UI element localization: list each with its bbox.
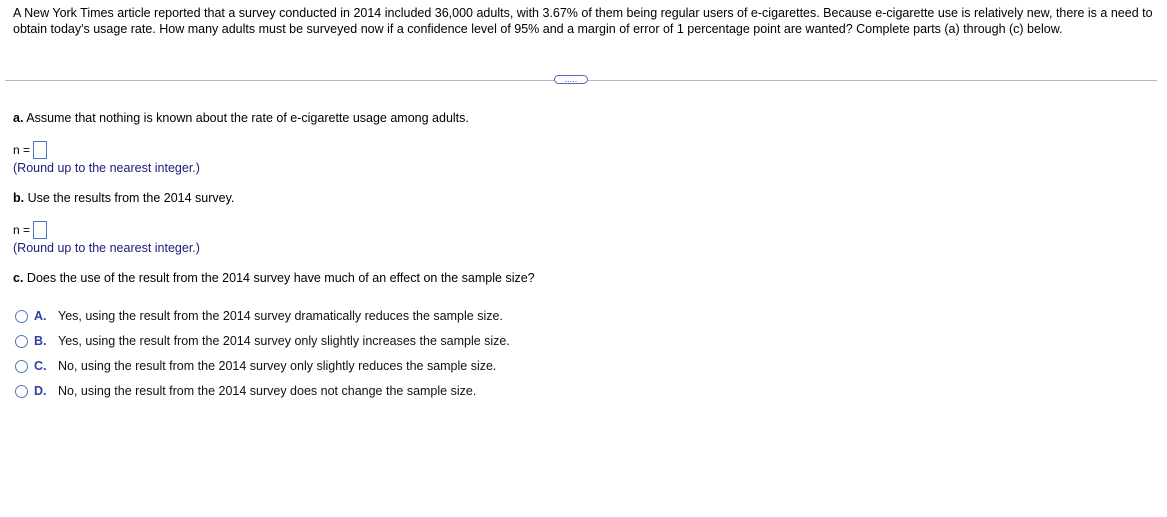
option-a-text: Yes, using the result from the 2014 survey dramatically reduces the sample size. [58,309,503,323]
option-d-letter: D. [34,384,47,398]
option-a-radio[interactable] [15,310,28,323]
option-a[interactable] [15,309,503,323]
part-b-prompt [13,190,234,206]
option-c-text: No, using the result from the 2014 survey only slightly reduces the sample size. [58,359,497,373]
option-b[interactable] [15,334,510,348]
section-divider [5,74,1157,84]
option-b-letter: B. [34,334,47,348]
option-d[interactable] [15,384,476,398]
option-c-radio[interactable] [15,360,28,373]
part-b-answer-row [13,221,47,239]
part-a-prefix: a. [13,111,24,125]
part-b-answer-input[interactable] [33,221,47,239]
part-b-n-label: n = [13,223,31,237]
part-a-prompt [13,110,469,126]
option-b-radio[interactable] [15,335,28,348]
part-a-answer-row [13,141,47,159]
question-intro: A New York Times article reported that a survey conducted in 2014 included 36,000 adults, with 3.67% of them being regular users of e-cigarettes. Because e-cigarette use is relatively new, there is a need to obtain today's usage rate. How many adults must be surveyed now if a confidence level of 95% and a margin of error of 1 percentage point are wanted? Complete parts (a) through (c) below. [13,6,1153,36]
option-a-letter: A. [34,309,47,323]
part-a-text: Assume that nothing is known about the rate of e-cigarette usage among adults. [26,111,469,125]
part-a-n-label: n = [13,143,31,157]
part-a-hint: (Round up to the nearest integer.) [13,161,200,175]
option-d-radio[interactable] [15,385,28,398]
part-c-text: Does the use of the result from the 2014 survey have much of an effect on the sample size? [26,271,535,285]
expand-button[interactable]: ..... [554,75,588,84]
option-c-letter: C. [34,359,47,373]
option-b-text: Yes, using the result from the 2014 survey only slightly increases the sample size. [58,334,510,348]
part-a-answer-input[interactable] [33,141,47,159]
option-c[interactable] [15,359,496,373]
part-c-prefix: c. [13,271,24,285]
part-b-text: Use the results from the 2014 survey. [27,191,235,205]
part-c-prompt [13,270,535,286]
part-b-prefix: b. [13,191,25,205]
option-d-text: No, using the result from the 2014 survey does not change the sample size. [58,384,477,398]
part-b-hint: (Round up to the nearest integer.) [13,241,200,255]
